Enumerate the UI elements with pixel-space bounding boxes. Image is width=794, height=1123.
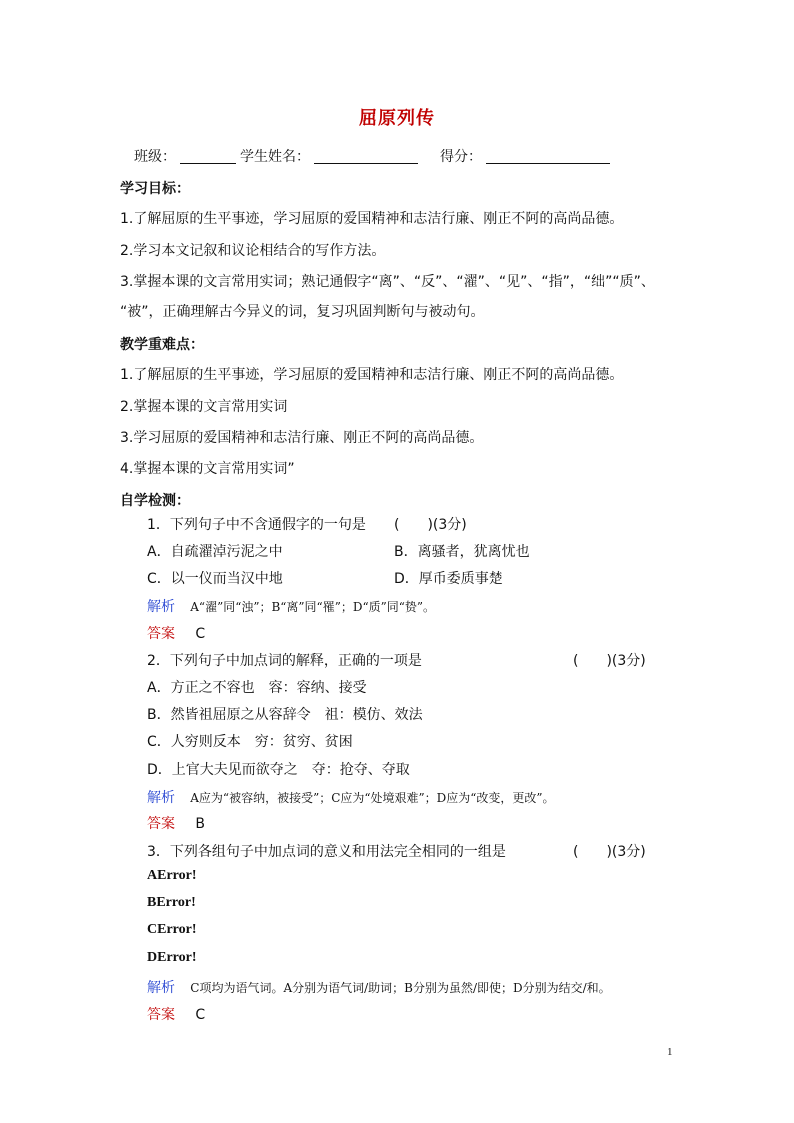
answer-line bbox=[147, 813, 205, 833]
objective-item: 2.学习本文记叙和议论相结合的写作方法。 bbox=[120, 243, 386, 259]
objective-item: 1.了解屈原的生平事迹，学习屈原的爱国精神和志洁行廉、刚正不阿的高尚品德。 bbox=[120, 211, 624, 227]
page-number: 1 bbox=[667, 1046, 673, 1058]
answer-value: C bbox=[195, 626, 206, 642]
score-blank bbox=[486, 149, 610, 164]
question-score: ( )(3分) bbox=[573, 653, 646, 669]
question-score: ( )(3分) bbox=[573, 844, 646, 860]
question-option: BError! bbox=[147, 895, 196, 910]
key-point-item: 2.掌握本课的文言常用实词 bbox=[120, 399, 288, 415]
analysis-label: 解析 bbox=[147, 980, 175, 996]
student-info-line bbox=[134, 146, 614, 166]
answer-line bbox=[147, 1004, 205, 1024]
question-option: AError! bbox=[147, 868, 197, 883]
self-test-heading: 自学检测： bbox=[120, 493, 190, 509]
answer-value: B bbox=[195, 816, 205, 832]
analysis-text: A应为“被容纳，被接受”；C应为“处境艰难”；D应为“改变，更改”。 bbox=[190, 791, 555, 805]
question-option: DError! bbox=[147, 950, 197, 965]
analysis-label: 解析 bbox=[147, 790, 175, 806]
key-point-item: 1.了解屈原的生平事迹，学习屈原的爱国精神和志洁行廉、刚正不阿的高尚品德。 bbox=[120, 367, 624, 383]
answer-line bbox=[147, 623, 205, 643]
key-point-item: 4.掌握本课的文言常用实词” bbox=[120, 461, 295, 477]
answer-label: 答案 bbox=[147, 1007, 175, 1023]
answer-label: 答案 bbox=[147, 816, 175, 832]
question-stem: 2．下列句子中加点词的解释，正确的一项是 bbox=[147, 653, 422, 669]
score-label: 得分： bbox=[440, 149, 482, 165]
answer-label: 答案 bbox=[147, 626, 175, 642]
question-option: C．以一仪而当汉中地 bbox=[147, 571, 283, 587]
question-option: B．离骚者，犹离忧也 bbox=[394, 544, 530, 560]
question-stem: 3．下列各组句子中加点词的意义和用法完全相同的一组是 bbox=[147, 844, 506, 860]
class-label: 班级： bbox=[134, 149, 176, 165]
question-score: ( )(3分) bbox=[394, 517, 467, 533]
student-name-label: 学生姓名： bbox=[240, 149, 310, 165]
class-blank bbox=[180, 149, 236, 164]
question-option: A．方正之不容也 容：容纳、接受 bbox=[147, 680, 367, 696]
key-points-heading: 教学重难点： bbox=[120, 337, 204, 353]
objective-item: “被”，正确理解古今异义的词，复习巩固判断句与被动句。 bbox=[120, 304, 485, 320]
question-option: B．然皆祖屈原之从容辞令 祖：模仿、效法 bbox=[147, 707, 423, 723]
question-option: D．上官大夫见而欲夺之 夺：抢夺、夺取 bbox=[147, 762, 410, 778]
analysis-label: 解析 bbox=[147, 599, 175, 615]
question-option: A．自疏濯淖污泥之中 bbox=[147, 544, 283, 560]
question-stem: 1．下列句子中不含通假字的一句是 bbox=[147, 517, 366, 533]
key-point-item: 3.学习屈原的爱国精神和志洁行廉、刚正不阿的高尚品德。 bbox=[120, 430, 484, 446]
question-option: D．厚币委质事楚 bbox=[394, 571, 503, 587]
question-option: C．人穷则反本 穷：贫穷、贫困 bbox=[147, 734, 353, 750]
student-name-blank bbox=[314, 149, 418, 164]
objective-item: 3.掌握本课的文言常用实词；熟记通假字“离”、“反”、“濯”、“见”、“指”，“绌”“质”、 bbox=[120, 274, 655, 290]
analysis-text: C项均为语气词。A分别为语气词/助词；B分别为虽然/即使；D分别为结交/和。 bbox=[190, 981, 611, 995]
analysis-text: A“濯”同“浊”；B“离”同“罹”；D“质”同“贽”。 bbox=[190, 600, 435, 614]
analysis-line bbox=[147, 977, 611, 997]
analysis-line bbox=[147, 596, 435, 616]
document-title: 屈原列传 bbox=[359, 108, 435, 129]
answer-value: C bbox=[195, 1007, 206, 1023]
objectives-heading: 学习目标： bbox=[120, 181, 190, 197]
analysis-line bbox=[147, 787, 555, 807]
question-option: CError! bbox=[147, 922, 197, 937]
